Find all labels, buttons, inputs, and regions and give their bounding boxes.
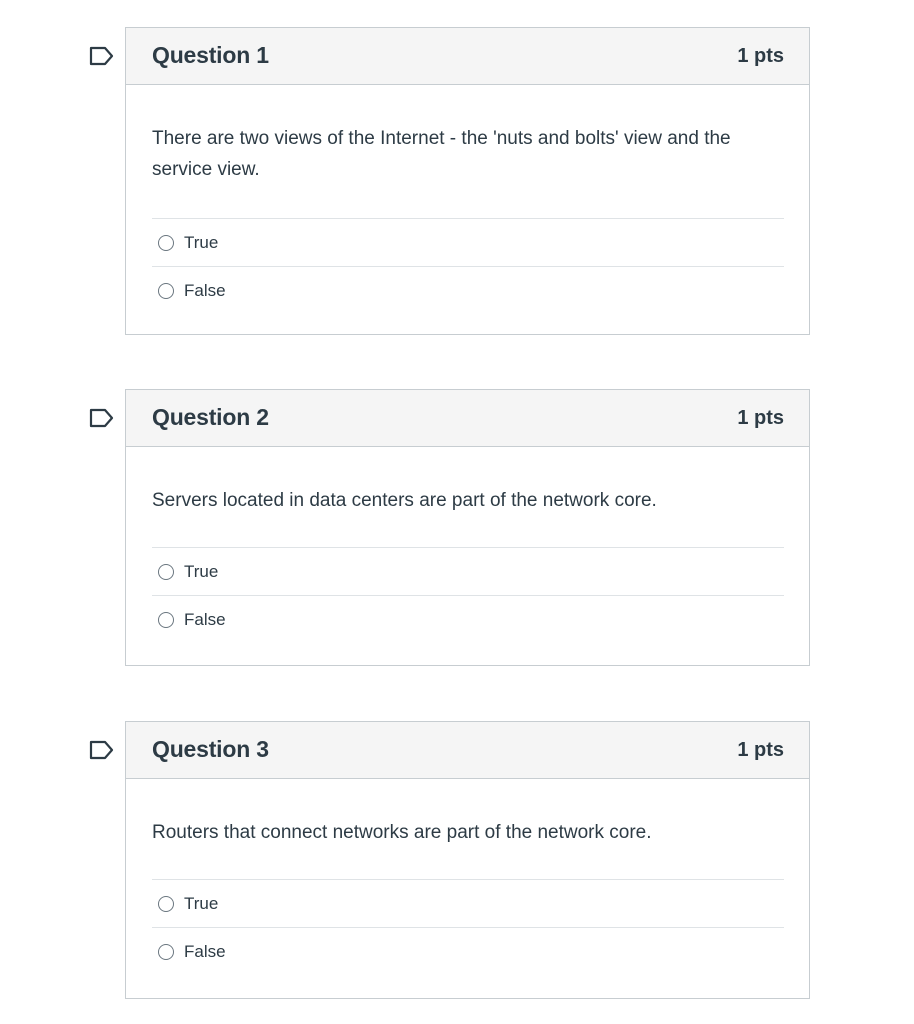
radio-button[interactable] — [158, 283, 174, 299]
answer-option-false[interactable] — [152, 596, 784, 643]
question-title: Question 3 — [152, 736, 269, 762]
radio-button[interactable] — [158, 944, 174, 960]
answer-option-true[interactable] — [152, 219, 784, 267]
question-card-3 — [125, 721, 810, 999]
flag-question-icon[interactable] — [89, 740, 115, 760]
answer-label: True — [184, 232, 219, 252]
flag-question-icon[interactable] — [89, 46, 115, 66]
answer-option-true[interactable] — [152, 880, 784, 928]
question-text: Routers that connect networks are part of the network core. — [152, 822, 652, 843]
question-body — [126, 447, 809, 643]
answer-list — [152, 218, 784, 314]
radio-button[interactable] — [158, 896, 174, 912]
radio-button[interactable] — [158, 564, 174, 580]
question-card-1 — [125, 27, 810, 335]
question-title: Question 2 — [152, 404, 269, 430]
answer-option-false[interactable] — [152, 267, 784, 314]
question-points: 1 pts — [737, 739, 784, 761]
question-text: Servers located in data centers are part of the network core. — [152, 490, 657, 511]
answer-label: False — [184, 941, 226, 961]
question-body — [126, 85, 809, 314]
flag-question-icon[interactable] — [89, 408, 115, 428]
answer-list — [152, 547, 784, 643]
answer-option-true[interactable] — [152, 548, 784, 596]
answer-label: False — [184, 280, 226, 300]
question-header — [126, 722, 809, 779]
question-points: 1 pts — [737, 407, 784, 429]
radio-button[interactable] — [158, 612, 174, 628]
question-points: 1 pts — [737, 45, 784, 67]
question-header — [126, 28, 809, 85]
question-body — [126, 779, 809, 975]
answer-label: True — [184, 561, 219, 581]
answer-list — [152, 879, 784, 975]
question-text: There are two views of the Internet - the 'nuts and bolts' view and the service view. — [152, 128, 731, 180]
question-header — [126, 390, 809, 447]
radio-button[interactable] — [158, 235, 174, 251]
answer-option-false[interactable] — [152, 928, 784, 975]
answer-label: False — [184, 609, 226, 629]
question-card-2 — [125, 389, 810, 666]
question-title: Question 1 — [152, 42, 269, 68]
answer-label: True — [184, 893, 219, 913]
